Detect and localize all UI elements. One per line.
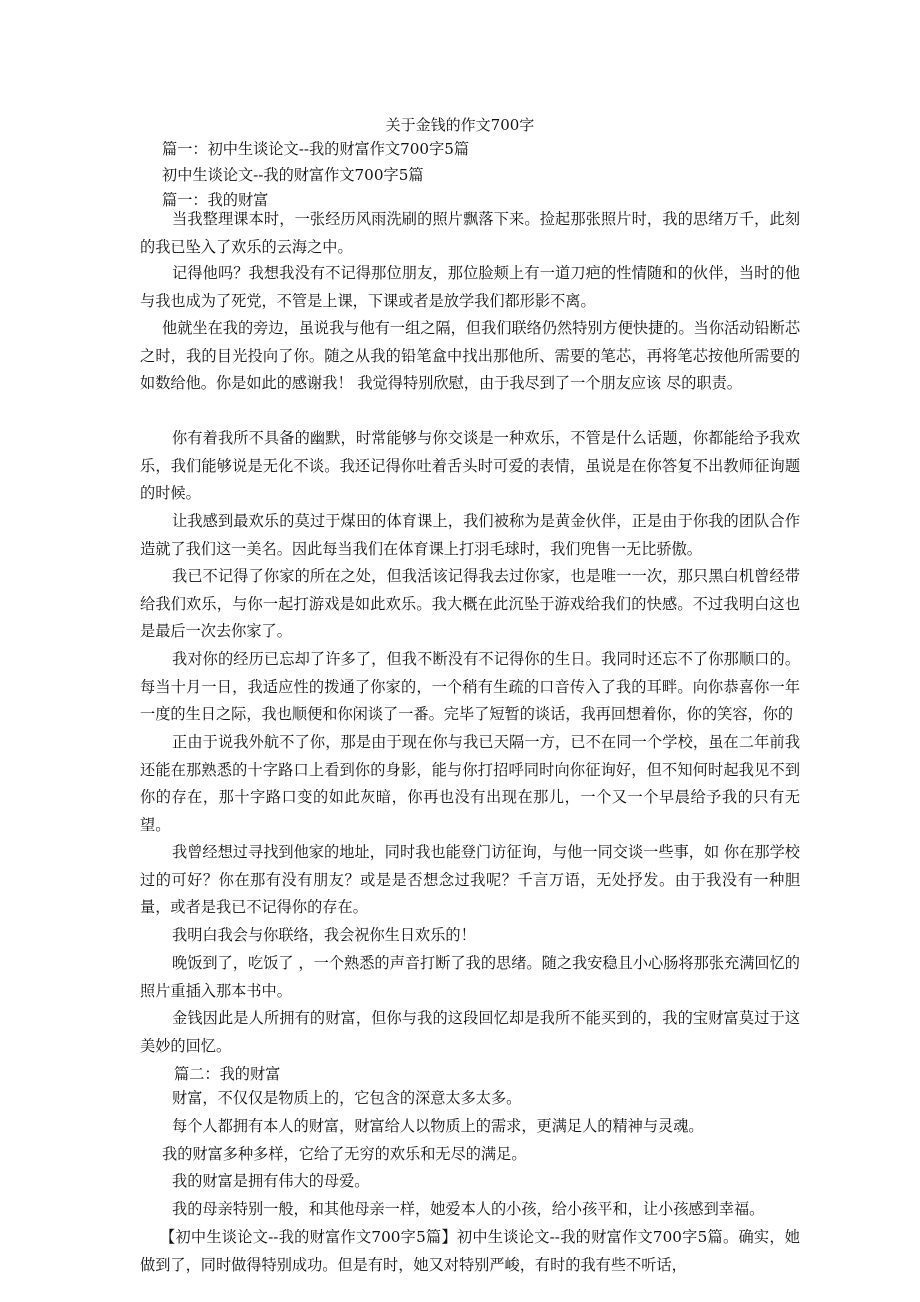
paragraph-9: 我曾经想过寻找到他家的地址，同时我也能登门访征询，与他一同交谈一些事，如 你在那学校过的可好？你在那有没有朋友？或是是否想念过我呢？千言万语，无处抒发。由于我没有一种胆量，或者是我已不记得你的存在。 xyxy=(140,843,800,917)
paragraph-14: 每个人都拥有本人的财富，财富给人以物质上的需求，更满足人的精神与灵魂。 xyxy=(172,1117,704,1135)
paragraph-4: 你有着我所不具备的幽默，时常能够与你交谈是一种欢乐，不管是什么话题，你都能给予我欢乐，我们能够说是无化不谈。我还记得你吐着舌头时可爱的表情，虽说是在你答复不出教师征询题的时候。 xyxy=(140,429,800,503)
paragraph-10: 我明白我会与你联络，我会祝你生日欢乐的！ xyxy=(172,926,476,944)
paragraph-12: 金钱因此是人所拥有的财富，但你与我的这段回忆却是我所不能买到的，我的宝财富莫过于这美妙的回忆。 xyxy=(140,1009,800,1055)
paragraph-6: 我已不记得了你家的所在之处，但我活该记得我去过你家，也是唯一一次，那只黑白机曾经带给我们欢乐，与你一起打游戏是如此欢乐。我大概在此沉坠于游戏给我们的快感。不过我明白这也是最后一次去你家了。 xyxy=(140,567,800,641)
paragraph-3: 他就坐在我的旁边，虽说我与他有一组之隔，但我们联络仍然特别方便快捷的。当你活动铅断芯之时，我的目光投向了你。随之从我的铅笔盒中找出那他所、需要的笔芯，再将笔芯按他所需要的如数给他。你是如此的感谢我！ 我觉得特别欣慰，由于我尽到了一个朋友应该 尽的职责。 xyxy=(140,319,800,393)
paragraph-16: 我的财富是拥有伟大的母爱。 xyxy=(172,1172,370,1190)
paragraph-1: 当我整理课本时，一张经历风雨洗刷的照片飘落下来。捡起那张照片时，我的思绪万千，此刻的我已坠入了欢乐的云海之中。 xyxy=(140,210,800,256)
paragraph-18: 【初中生谈论文--我的财富作文700字5篇】初中生谈论文--我的财富作文700字5篇。确实，她做到了，同时做得特别成功。但是有时，她又对特别严峻，有时的我有些不听话， xyxy=(140,1228,800,1274)
document-title: 关于金钱的作文700字 xyxy=(385,116,535,134)
paragraph-15: 我的财富多种多样，它给了无穷的欢乐和无尽的满足。 xyxy=(162,1145,527,1163)
paragraph-13: 财富，不仅仅是物质上的，它包含的深意太多太多。 xyxy=(172,1089,522,1107)
paragraph-5: 让我感到最欢乐的莫过于煤田的体育课上，我们被称为是黄金伙伴，正是由于你我的团队合作造就了我们这一美名。因此每当我们在体育课上打羽毛球时，我们兜售一无比骄傲。 xyxy=(140,512,800,558)
section-heading-3: 篇一：我的财富 xyxy=(162,191,269,209)
paragraph-8: 正由于说我外航不了你，那是由于现在你与我已天隔一方，已不在同一个学校，虽在二年前我还能在那熟悉的十字路口上看到你的身影，能与你打招呼同时向你征询好，但不知何时起我见不到你的存在，那十字路口变的如此灰暗，你再也没有出现在那儿，一个又一个早晨给予我的只有无望。 xyxy=(140,733,800,834)
paragraph-2: 记得他吗？我想我没有不记得那位朋友，那位脸颊上有一道刀疤的性情随和的伙伴，当时的他与我也成为了死党，不管是上课，下课或者是放学我们都形影不离。 xyxy=(140,264,800,310)
paragraph-17: 我的母亲特别一般，和其他母亲一样，她爱本人的小孩，给小孩平和，让小孩感到幸福。 xyxy=(172,1200,765,1218)
paragraph-11: 晚饭到了，吃饭了 ，一个熟悉的声音打断了我的思绪。随之我安稳且小心肠将那张充满回忆的照片重插入那本书中。 xyxy=(140,954,800,1000)
section-heading-1: 篇一：初中生谈论文--我的财富作文700字5篇 xyxy=(162,140,470,158)
section-heading-4: 篇二：我的财富 xyxy=(174,1065,281,1083)
paragraph-7: 我对你的经历已忘却了许多了，但我不断没有不记得你的生日。我同时还忘不了你那顺口的。每当十月一日，我适应性的拨通了你家的，一个稍有生疏的口音传入了我的耳畔。向你恭喜你一年一度的生日之际，我也顺便和你闲谈了一番。完毕了短暂的谈话，我再回想着你，你的笑容，你的 xyxy=(140,650,800,724)
section-heading-2: 初中生谈论文--我的财富作文700字5篇 xyxy=(162,166,424,184)
